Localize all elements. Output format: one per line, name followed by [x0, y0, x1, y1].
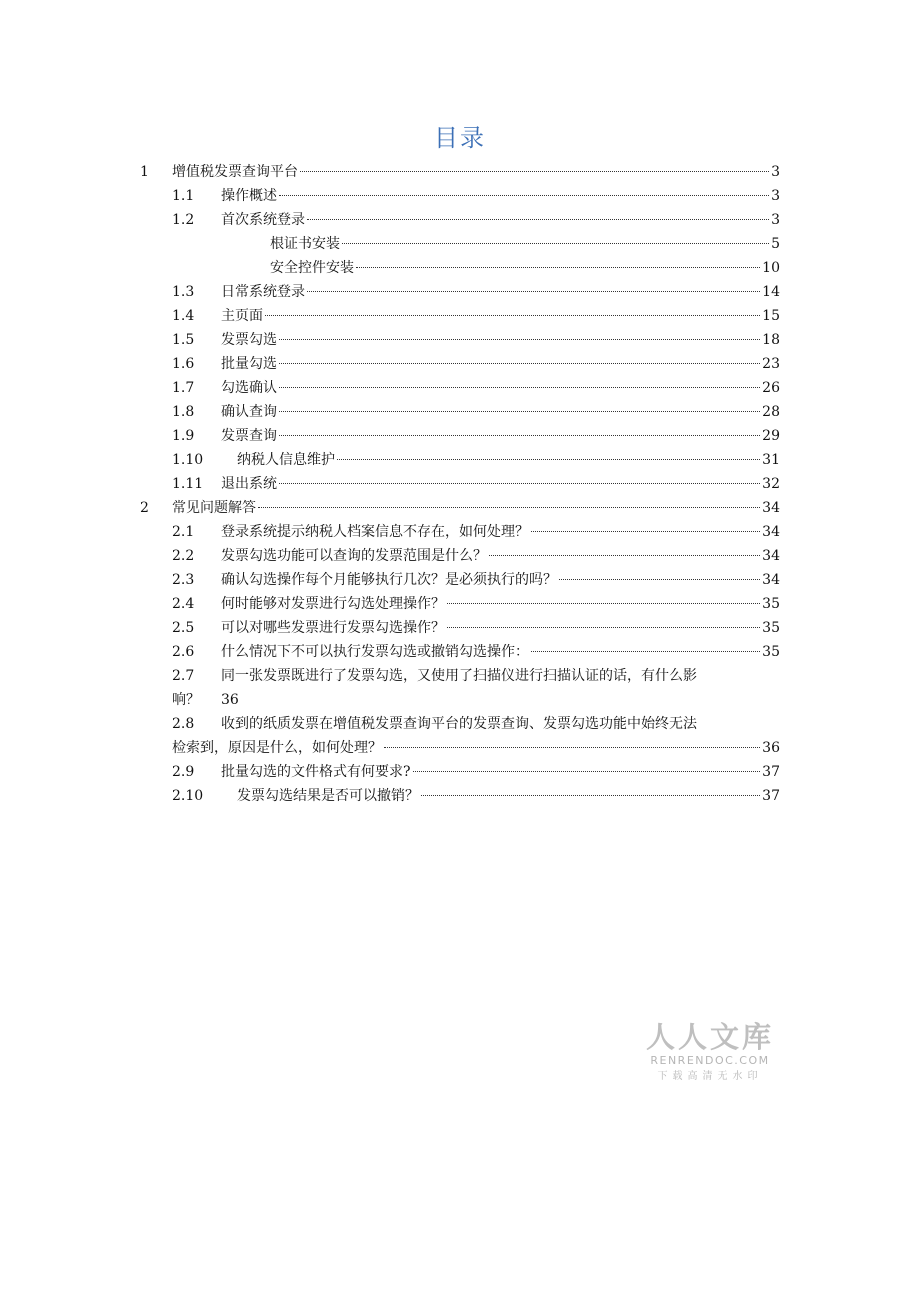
toc-entry-page: 10 [762, 260, 780, 276]
toc-entry-page: 3 [771, 212, 780, 228]
toc-leader-dots [279, 387, 760, 388]
toc-entry-text-continued: 响？ [172, 692, 200, 708]
toc-entry-text: 纳税人信息维护 [237, 452, 335, 468]
toc-entry-page: 28 [762, 404, 780, 420]
toc-entry-text: 什么情况下不可以执行发票勾选或撤销勾选操作： [221, 644, 529, 660]
toc-entry[interactable] [0, 256, 920, 280]
toc-leader-dots [279, 195, 769, 196]
watermark-logo [640, 1015, 780, 1082]
toc-entry-page: 5 [771, 236, 780, 252]
toc-entry[interactable] [0, 304, 920, 328]
toc-entry[interactable] [0, 448, 920, 472]
toc-entry[interactable] [0, 616, 920, 640]
toc-leader-dots [342, 243, 769, 244]
toc-entry[interactable] [0, 496, 920, 520]
toc-entry[interactable] [0, 784, 920, 808]
toc-entry[interactable] [0, 400, 920, 424]
toc-entry[interactable] [0, 376, 920, 400]
toc-entry-number: 1.6 [172, 356, 195, 372]
toc-leader-dots [307, 219, 769, 220]
toc-entry-page: 29 [762, 428, 780, 444]
toc-entry-continuation[interactable] [0, 688, 920, 712]
toc-entry[interactable] [0, 184, 920, 208]
toc-entry-page: 36 [762, 740, 780, 756]
toc-entry[interactable] [0, 712, 920, 736]
toc-entry-number: 2.3 [172, 572, 195, 588]
toc-entry[interactable] [0, 520, 920, 544]
toc-leader-dots [356, 267, 760, 268]
toc-entry-number: 2.1 [172, 524, 195, 540]
toc-leader-dots [489, 555, 760, 556]
toc-entry-text: 批量勾选 [221, 356, 277, 372]
toc-leader-dots [279, 483, 760, 484]
toc-entry[interactable] [0, 568, 920, 592]
toc-entry-number: 2 [140, 500, 149, 516]
toc-entry-number: 2.6 [172, 644, 195, 660]
toc-entry-page: 35 [762, 596, 780, 612]
toc-entry-page: 15 [762, 308, 780, 324]
toc-entry[interactable] [0, 352, 920, 376]
toc-entry-text: 发票勾选功能可以查询的发票范围是什么？ [221, 548, 487, 564]
toc-entry[interactable] [0, 424, 920, 448]
toc-entry-page: 35 [762, 620, 780, 636]
toc-entry-number: 1.5 [172, 332, 195, 348]
watermark-brand: 人人文库 [645, 1020, 774, 1054]
toc-entry-page: 34 [762, 524, 780, 540]
watermark-tagline: 下载高清无水印 [657, 1071, 763, 1082]
toc-entry-text: 登录系统提示纳税人档案信息不存在，如何处理？ [221, 524, 529, 540]
toc-entry-number: 1.2 [172, 212, 195, 228]
toc-entry-continuation[interactable] [0, 736, 920, 760]
toc-entry-text: 主页面 [221, 308, 263, 324]
toc-entry-number: 1.3 [172, 284, 195, 300]
toc-entry-page: 26 [762, 380, 780, 396]
toc-entry-number: 2.5 [172, 620, 195, 636]
toc-entry-text: 发票查询 [221, 428, 277, 444]
toc-entry-text: 确认查询 [221, 404, 277, 420]
toc-entry-page: 34 [762, 548, 780, 564]
toc-leader-dots [447, 627, 760, 628]
toc-entry-number: 1.10 [172, 452, 204, 468]
toc-entry-number: 2.7 [172, 668, 195, 684]
toc-entry-text: 常见问题解答 [172, 500, 256, 516]
toc-entry-page: 23 [762, 356, 780, 372]
toc-entry-page: 31 [762, 452, 780, 468]
toc-entry[interactable] [0, 544, 920, 568]
toc-entry-text-continued: 检索到，原因是什么，如何处理？ [172, 740, 382, 756]
watermark-domain: RENRENDOC.COM [650, 1054, 770, 1067]
toc-leader-dots [421, 795, 760, 796]
toc-entry-page: 34 [762, 572, 780, 588]
toc-entry[interactable] [0, 328, 920, 352]
toc-entry-number: 2.4 [172, 596, 195, 612]
toc-entry[interactable] [0, 592, 920, 616]
toc-entry-number: 1 [140, 164, 149, 180]
toc-leader-dots [258, 507, 760, 508]
toc-entry-number: 1.7 [172, 380, 195, 396]
toc-entry-text: 增值税发票查询平台 [172, 164, 298, 180]
toc-entry-text: 首次系统登录 [221, 212, 305, 228]
toc-leader-dots [300, 171, 769, 172]
toc-entry-page: 14 [762, 284, 780, 300]
toc-leader-dots [279, 435, 760, 436]
toc-entry[interactable] [0, 160, 920, 184]
toc-leader-dots [531, 531, 760, 532]
toc-entry-number: 1.8 [172, 404, 195, 420]
toc-entry-page: 37 [762, 788, 780, 804]
toc-entry-text: 何时能够对发票进行勾选处理操作？ [221, 596, 445, 612]
toc-entry-text: 收到的纸质发票在增值税发票查询平台的发票查询、发票勾选功能中始终无法 [221, 716, 697, 732]
toc-entry-text: 安全控件安装 [270, 260, 354, 276]
toc-entry-number: 2.2 [172, 548, 195, 564]
toc-entry-number: 1.9 [172, 428, 195, 444]
toc-entry-text: 同一张发票既进行了发票勾选，又使用了扫描仪进行扫描认证的话，有什么影 [221, 668, 697, 684]
toc-entry-page: 37 [762, 764, 780, 780]
toc-entry-text: 操作概述 [221, 188, 277, 204]
toc-entry-page: 18 [762, 332, 780, 348]
toc-leader-dots [559, 579, 760, 580]
toc-entry[interactable] [0, 208, 920, 232]
toc-entry-text: 发票勾选结果是否可以撤销？ [237, 788, 419, 804]
toc-leader-dots [279, 411, 760, 412]
toc-entry-text: 可以对哪些发票进行发票勾选操作？ [221, 620, 445, 636]
toc-entry-number: 1.1 [172, 188, 195, 204]
toc-entry-page: 32 [762, 476, 780, 492]
toc-leader-dots [447, 603, 760, 604]
toc-entry[interactable] [0, 232, 920, 256]
toc-entry-page: 3 [771, 164, 780, 180]
toc-entry-number: 1.4 [172, 308, 195, 324]
toc-leader-dots [413, 771, 761, 772]
toc-entry-number: 2.9 [172, 764, 195, 780]
toc-entry-page: 36 [221, 692, 239, 708]
toc-entry-number: 1.11 [172, 476, 204, 492]
toc-entry[interactable] [0, 280, 920, 304]
toc-entry[interactable] [0, 664, 920, 688]
toc-entry-text: 发票勾选 [221, 332, 277, 348]
toc-leader-dots [384, 747, 760, 748]
toc-entry-number: 2.10 [172, 788, 204, 804]
toc-entry-page: 35 [762, 644, 780, 660]
toc-entry-number: 2.8 [172, 716, 195, 732]
toc-entry-text: 勾选确认 [221, 380, 277, 396]
toc-entry[interactable] [0, 640, 920, 664]
toc-title: 目录 [434, 124, 486, 152]
toc-leader-dots [265, 315, 760, 316]
toc-entry-text: 批量勾选的文件格式有何要求? [221, 764, 411, 780]
toc-leader-dots [337, 459, 760, 460]
toc-entry-page: 3 [771, 188, 780, 204]
toc-leader-dots [279, 363, 760, 364]
toc-entry[interactable] [0, 760, 920, 784]
toc-entry-text: 根证书安装 [270, 236, 340, 252]
toc-entry-page: 34 [762, 500, 780, 516]
toc-entry-text: 退出系统 [221, 476, 277, 492]
toc-leader-dots [531, 651, 760, 652]
toc-entry-text: 确认勾选操作每个月能够执行几次？是必须执行的吗？ [221, 572, 557, 588]
toc-entry[interactable] [0, 472, 920, 496]
toc-leader-dots [307, 291, 760, 292]
toc-entry-text: 日常系统登录 [221, 284, 305, 300]
toc-leader-dots [279, 339, 760, 340]
